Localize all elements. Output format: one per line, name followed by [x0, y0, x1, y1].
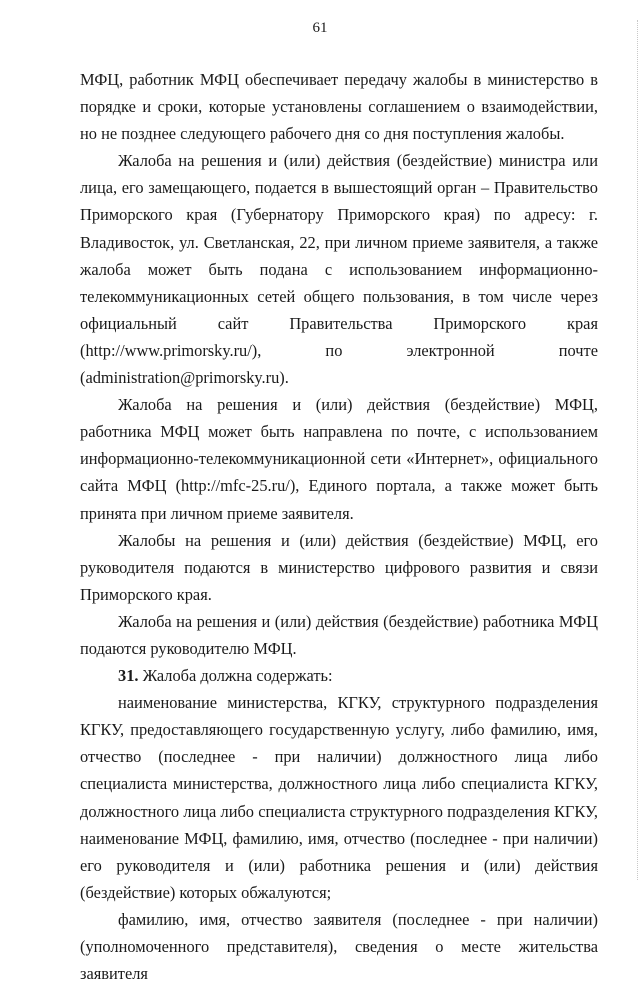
paragraph-mfc-complaint-channels: Жалоба на решения и (или) действия (бездействие) МФЦ, работника МФЦ может быть направлена по почте, с использованием информационно-телекоммуникационной сети «Интернет», официального сайта МФЦ (http://mfc-25.ru/), Единого портала, а также может быть принята при личном приеме заявителя. [80, 395, 598, 523]
document-body [80, 66, 598, 987]
paragraph-complaint-content-name: наименование министерства, КГКУ, структурного подразделения КГКУ, предоставляющего государственную услугу, либо фамилию, имя, отчество (последнее - при наличии) должностного лица либо специалиста министерства, должностного лица либо специалиста КГКУ, должностного лица либо специалиста структурного подразделения КГКУ, наименование МФЦ, фамилию, имя, отчество (последнее - при наличии) его руководителя и (или) работника решения и (или) действия (бездействие) которых обжалуются; [80, 693, 598, 902]
paragraph-mfc-transfer: МФЦ, работник МФЦ обеспечивает передачу жалобы в министерство в порядке и сроки, которые установлены соглашением о взаимодействии, но не позднее следующего рабочего дня со дня поступления жалобы. [80, 70, 598, 144]
paragraph-mfc-worker-complaint: Жалоба на решения и (или) действия (бездействие) работника МФЦ подаются руководителю МФЦ. [80, 611, 598, 658]
page-number: 61 [312, 20, 328, 36]
paragraph-clause-31 [80, 662, 598, 689]
scan-edge-marks [631, 20, 638, 880]
paragraph-minister-complaint: Жалоба на решения и (или) действия (бездействие) министра или лица, его замещающего, подается в вышестоящий орган – Правительство Приморского края (Губернатору Приморского края) по адресу: г. Владивосток, ул. Светланская, 22, при личном приеме заявителя, а также жалоба может быть подана с использованием информационно-телекоммуникационных сетей общего пользования, в том числе через официальный сайт Правительства Приморского края (http://www.primorsky.ru/), по электронной почте (administration@primorsky.ru). [80, 151, 598, 388]
clause-number: 31. [118, 666, 139, 686]
clause-31-text: Жалоба должна содержать: [138, 666, 333, 686]
paragraph-complaint-content-applicant: фамилию, имя, отчество заявителя (последнее - при наличии) (уполномоченного представителя), сведения о месте жительства заявителя [80, 909, 598, 984]
paragraph-mfc-head-complaint: Жалобы на решения и (или) действия (бездействие) МФЦ, его руководителя подаются в министерство цифрового развития и связи Приморского края. [80, 530, 598, 604]
